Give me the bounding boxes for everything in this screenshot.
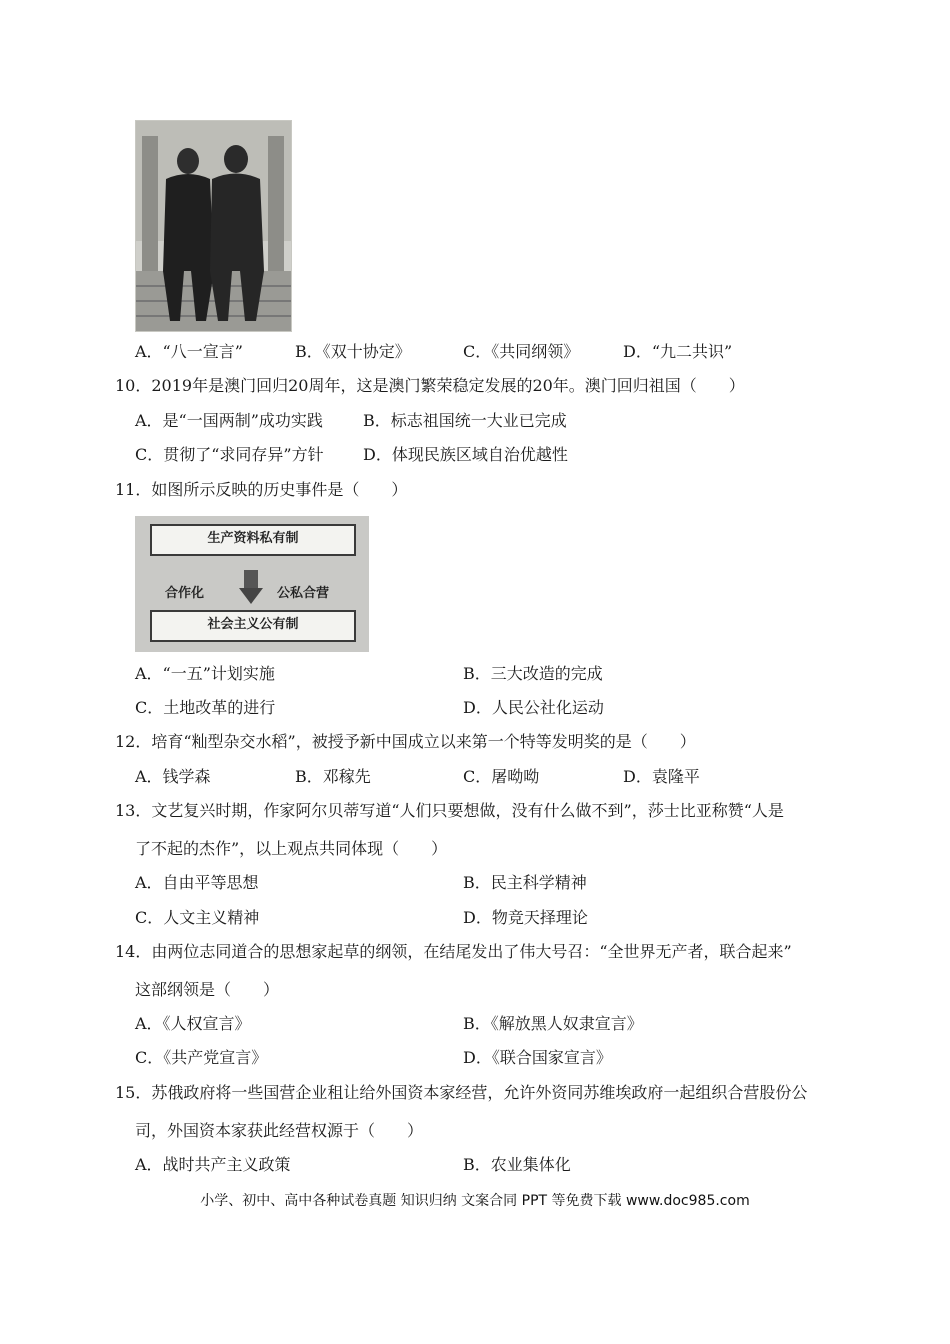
q15-stem-line2: 司，外国资本家获此经营权源于（ ）: [135, 1121, 424, 1140]
q11-option-c: C．土地改革的进行: [135, 698, 276, 717]
q12-option-d: D．袁隆平: [623, 767, 700, 786]
q11-option-a: A．“一五”计划实施: [135, 664, 275, 683]
q11-option-d: D．人民公社化运动: [463, 698, 604, 717]
ownership-diagram: [135, 516, 369, 652]
q14-option-c: C．《共产党宣言》: [135, 1048, 268, 1067]
q12-stem: 12．培育“籼型杂交水稻”，被授予新中国成立以来第一个特等发明奖的是（ ）: [115, 732, 696, 751]
q14-option-a: A．《人权宣言》: [135, 1014, 251, 1033]
q14-option-d: D．《联合国家宣言》: [463, 1048, 612, 1067]
q15-option-a: A．战时共产主义政策: [135, 1155, 291, 1174]
q10-option-b: B．标志祖国统一大业已完成: [363, 411, 567, 430]
diagram-left-label: 合作化: [165, 586, 205, 601]
photo-two-men-illustration: [136, 121, 291, 331]
q10-option-c: C．贯彻了“求同存异”方针: [135, 445, 324, 464]
q12-option-c: C．屠呦呦: [463, 767, 540, 786]
q11-option-b: B．三大改造的完成: [463, 664, 603, 683]
q9-option-d: D．“九二共识”: [623, 342, 733, 361]
q9-option-c: C．《共同纲领》: [463, 342, 580, 361]
q14-stem-line1: 14．由两位志同道合的思想家起草的纲领，在结尾发出了伟大号召：“全世界无产者，联合起来”: [115, 942, 792, 961]
q12-option-b: B．邓稼先: [295, 767, 371, 786]
q12-option-a: A．钱学森: [135, 767, 211, 786]
q13-option-d: D．物竞天择理论: [463, 908, 588, 927]
diagram-bottom-box: 社会主义公有制: [150, 610, 356, 642]
q13-option-b: B．民主科学精神: [463, 873, 587, 892]
q9-option-a: A．“八一宣言”: [135, 342, 243, 361]
q11-stem: 11．如图所示反映的历史事件是（ ）: [115, 480, 408, 499]
q10-option-a: A．是“一国两制”成功实践: [135, 411, 323, 430]
down-arrow-icon: [239, 570, 263, 606]
q10-option-d: D．体现民族区域自治优越性: [363, 445, 568, 464]
q15-option-b: B．农业集体化: [463, 1155, 571, 1174]
historical-photo: [135, 120, 292, 332]
q14-option-b: B．《解放黑人奴隶宣言》: [463, 1014, 643, 1033]
diagram-right-label: 公私合营: [277, 586, 330, 601]
q13-option-a: A．自由平等思想: [135, 873, 259, 892]
q13-option-c: C．人文主义精神: [135, 908, 260, 927]
q13-stem-line1: 13．文艺复兴时期，作家阿尔贝蒂写道“人们只要想做，没有什么做不到”，莎士比亚称赞“人是: [115, 801, 784, 820]
page-footer: 小学、初中、高中各种试卷真题 知识归纳 文案合同 PPT 等免费下载 www.doc985.com: [200, 1193, 750, 1209]
q13-stem-line2: 了不起的杰作”，以上观点共同体现（ ）: [135, 839, 448, 858]
q14-stem-line2: 这部纲领是（ ）: [135, 980, 280, 999]
q9-option-b: B．《双十协定》: [295, 342, 411, 361]
diagram-top-box: 生产资料私有制: [150, 524, 356, 556]
q15-stem-line1: 15．苏俄政府将一些国营企业租让给外国资本家经营，允许外资同苏维埃政府一起组织合营股份公: [115, 1083, 808, 1102]
q10-stem: 10．2019年是澳门回归20周年，这是澳门繁荣稳定发展的20年。澳门回归祖国（ ）: [115, 376, 745, 395]
